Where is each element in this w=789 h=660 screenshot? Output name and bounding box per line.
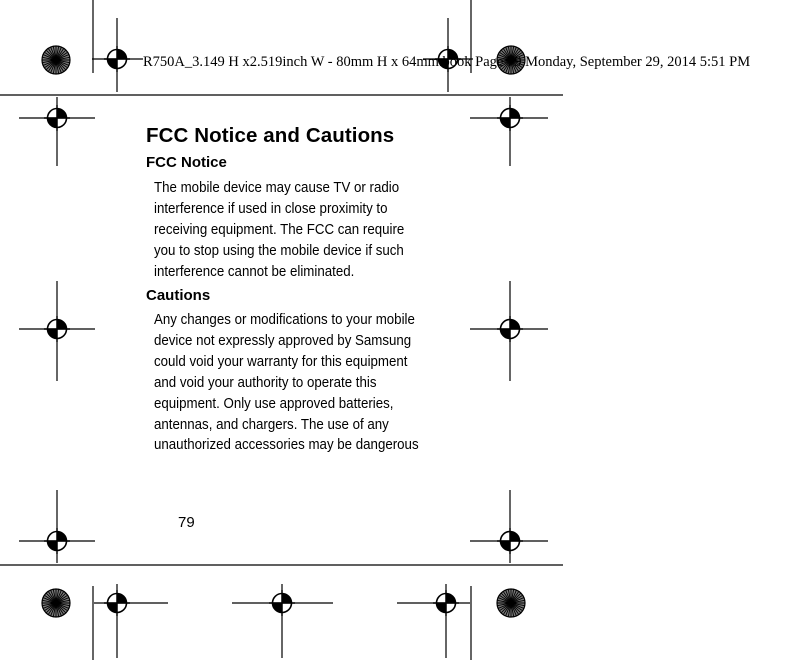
text-line: The mobile device may cause TV or radio <box>154 180 400 196</box>
text-line: receiving equipment. The FCC can require <box>154 221 405 238</box>
text-line: equipment. Only use approved batteries, <box>154 395 394 412</box>
text-line: interference if used in close proximity to <box>154 200 388 217</box>
page-number: 79 <box>178 514 195 531</box>
page-title: FCC Notice and Cautions <box>146 124 395 147</box>
section-body-cautions <box>154 310 424 456</box>
text-line: you to stop using the mobile device if such <box>154 242 404 259</box>
section-heading-cautions: Cautions <box>146 287 211 304</box>
text-line: and void your authority to operate this <box>154 374 377 391</box>
text-line: device not expressly approved by Samsung <box>154 332 412 349</box>
print-slug-line: R750A_3.149 H x2.519inch W - 80mm H x 64mm.book Page 79 Monday, September 29, 2014 5:51 PM <box>143 54 751 70</box>
text-line: interference cannot be eliminated. <box>154 263 355 280</box>
text-line: antennas, and chargers. The use of any <box>154 416 389 433</box>
text-line: Any changes or modifications to your mobile <box>154 312 415 328</box>
section-heading-fcc-notice: FCC Notice <box>146 154 227 171</box>
text-line: could void your warranty for this equipment <box>154 353 408 370</box>
section-body-fcc-notice <box>154 178 424 283</box>
text-line: unauthorized accessories may be dangerous <box>154 437 419 454</box>
